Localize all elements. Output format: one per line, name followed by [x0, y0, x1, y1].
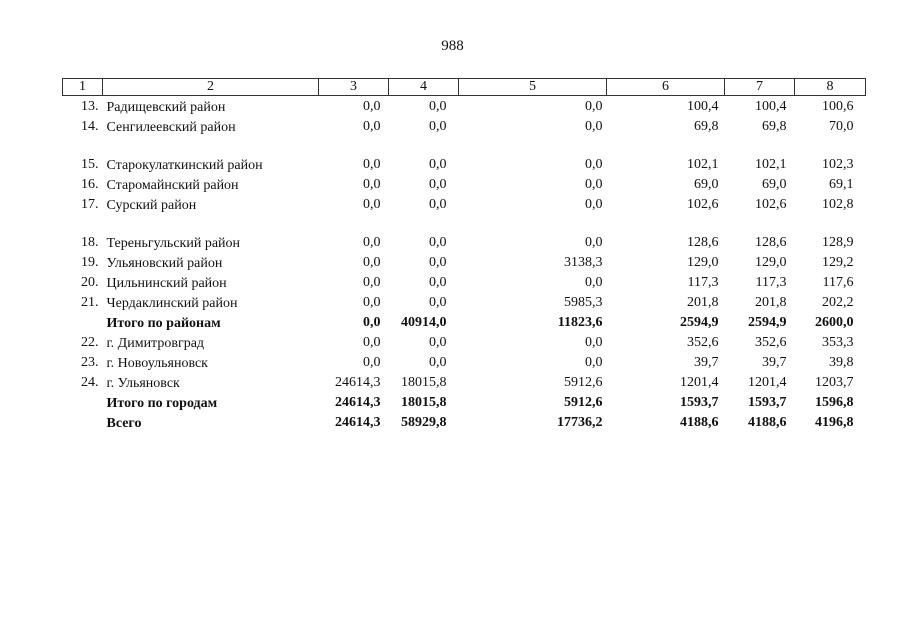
- cell-col-5: 11823,6: [557, 315, 603, 330]
- cell-col-6: 69,8: [694, 119, 719, 134]
- cell-col-5: 17736,2: [557, 415, 603, 430]
- cell-col-8: 100,6: [822, 99, 854, 114]
- cell-name: Радищевский район: [106, 100, 226, 115]
- cell-col-3: 0,0: [363, 335, 381, 350]
- cell-col-3: 0,0: [363, 197, 381, 212]
- header-col-8: 8: [795, 79, 866, 96]
- cell-name: Итого по городам: [106, 396, 218, 411]
- cell-number: 20.: [81, 275, 99, 290]
- cell-name: Старокулаткинский район: [106, 158, 263, 173]
- table-row: [63, 96, 866, 117]
- cell-col-8: 202,2: [822, 295, 854, 310]
- table-row: [63, 136, 866, 174]
- cell-col-4: 0,0: [429, 295, 447, 310]
- cell-col-3: 0,0: [363, 255, 381, 270]
- cell-col-3: 0,0: [363, 119, 381, 134]
- cell-name: г. Новоульяновск: [106, 356, 208, 371]
- page-number: 988: [441, 38, 464, 54]
- cell-col-7: 352,6: [755, 335, 787, 350]
- cell-number: 21.: [81, 295, 99, 310]
- cell-col-5: 3138,3: [564, 255, 603, 270]
- cell-col-6: 102,1: [687, 157, 719, 172]
- cell-name: Тереньгульский район: [106, 236, 241, 251]
- header-col-1: 1: [63, 79, 103, 96]
- cell-col-6: 2594,9: [680, 315, 719, 330]
- cell-col-6: 352,6: [687, 335, 719, 350]
- cell-col-3: 0,0: [363, 99, 381, 114]
- cell-col-6: 69,0: [694, 177, 719, 192]
- cell-col-6: 39,7: [694, 355, 719, 370]
- cell-name: Итого по районам: [106, 316, 221, 331]
- cell-col-8: 353,3: [822, 335, 854, 350]
- cell-col-7: 39,7: [762, 355, 787, 370]
- cell-col-6: 129,0: [687, 255, 719, 270]
- cell-name: г. Димитровград: [106, 336, 205, 351]
- cell-col-3: 0,0: [363, 235, 381, 250]
- cell-col-8: 128,9: [822, 235, 854, 250]
- table-row: [63, 252, 866, 272]
- cell-col-5: 0,0: [585, 235, 603, 250]
- cell-col-3: 0,0: [363, 295, 381, 310]
- cell-col-6: 1201,4: [680, 375, 719, 390]
- cell-name: Сенгилеевский район: [106, 120, 236, 135]
- cell-col-8: 129,2: [822, 255, 854, 270]
- cell-col-6: 4188,6: [680, 415, 719, 430]
- cell-col-7: 69,0: [762, 177, 787, 192]
- cell-col-7: 117,3: [755, 275, 787, 290]
- cell-number: [63, 412, 103, 432]
- cell-col-3: 0,0: [363, 177, 381, 192]
- cell-col-4: 0,0: [429, 177, 447, 192]
- cell-col-5: 0,0: [585, 157, 603, 172]
- cell-number: 13.: [81, 99, 99, 114]
- cell-col-5: 5985,3: [564, 295, 603, 310]
- cell-number: 15.: [81, 157, 99, 172]
- cell-col-8: 1203,7: [815, 375, 854, 390]
- cell-col-7: 102,6: [755, 197, 787, 212]
- cell-col-6: 1593,7: [680, 395, 719, 410]
- cell-col-8: 2600,0: [815, 315, 854, 330]
- cell-col-5: 0,0: [585, 355, 603, 370]
- cell-col-4: 0,0: [429, 99, 447, 114]
- cell-number: 22.: [81, 335, 99, 350]
- cell-col-7: 128,6: [755, 235, 787, 250]
- budget-table: [62, 78, 866, 432]
- cell-col-8: 69,1: [829, 177, 854, 192]
- cell-col-3: 0,0: [363, 275, 381, 290]
- cell-col-3: 24614,3: [335, 415, 381, 430]
- cell-number: 18.: [81, 235, 99, 250]
- cell-col-3: 0,0: [363, 355, 381, 370]
- cell-col-5: 0,0: [585, 119, 603, 134]
- table-row: [63, 214, 866, 252]
- table-total-row: [63, 312, 866, 332]
- cell-col-6: 100,4: [687, 99, 719, 114]
- cell-col-4: 0,0: [429, 275, 447, 290]
- cell-col-8: 102,8: [822, 197, 854, 212]
- cell-col-4: 0,0: [429, 335, 447, 350]
- cell-name: г. Ульяновск: [106, 376, 180, 391]
- cell-col-8: 1596,8: [815, 395, 854, 410]
- cell-col-8: 70,0: [829, 119, 854, 134]
- header-col-3: 3: [319, 79, 389, 96]
- header-col-2: 2: [103, 79, 319, 96]
- table-row: [63, 332, 866, 352]
- table-total-row: [63, 412, 866, 432]
- cell-col-5: 0,0: [585, 99, 603, 114]
- cell-col-5: 0,0: [585, 197, 603, 212]
- cell-number: 16.: [81, 177, 99, 192]
- cell-name: Всего: [106, 416, 142, 431]
- cell-col-3: 0,0: [363, 157, 381, 172]
- cell-col-8: 117,6: [822, 275, 854, 290]
- cell-number: 24.: [81, 375, 99, 390]
- cell-col-6: 128,6: [687, 235, 719, 250]
- cell-name: Цильнинский район: [106, 276, 227, 291]
- table-row: [63, 194, 866, 214]
- cell-name: Старомайнский район: [106, 178, 239, 193]
- cell-col-7: 69,8: [762, 119, 787, 134]
- cell-name: Сурский район: [106, 198, 197, 213]
- table-row: [63, 116, 866, 136]
- cell-col-7: 1593,7: [748, 395, 787, 410]
- cell-col-7: 4188,6: [748, 415, 787, 430]
- cell-number: 14.: [81, 119, 99, 134]
- header-col-4: 4: [389, 79, 459, 96]
- cell-col-7: 1201,4: [748, 375, 787, 390]
- cell-number: 17.: [81, 197, 99, 212]
- cell-col-4: 0,0: [429, 255, 447, 270]
- header-col-7: 7: [725, 79, 795, 96]
- header-row: [63, 79, 866, 96]
- cell-col-5: 0,0: [585, 335, 603, 350]
- cell-col-6: 201,8: [687, 295, 719, 310]
- cell-col-3: 24614,3: [335, 395, 381, 410]
- cell-col-4: 0,0: [429, 355, 447, 370]
- cell-col-8: 102,3: [822, 157, 854, 172]
- cell-col-4: 0,0: [429, 235, 447, 250]
- cell-col-5: 0,0: [585, 275, 603, 290]
- cell-col-7: 129,0: [755, 255, 787, 270]
- cell-col-3: 24614,3: [335, 375, 381, 390]
- cell-col-8: 39,8: [829, 355, 854, 370]
- cell-name: Чердаклинский район: [106, 296, 238, 311]
- cell-col-6: 102,6: [687, 197, 719, 212]
- cell-number: 19.: [81, 255, 99, 270]
- cell-col-4: 40914,0: [401, 315, 447, 330]
- table-row: [63, 352, 866, 372]
- cell-number: 23.: [81, 355, 99, 370]
- cell-col-6: 117,3: [687, 275, 719, 290]
- cell-col-4: 18015,8: [401, 395, 447, 410]
- cell-col-5: 5912,6: [564, 395, 603, 410]
- header-col-5: 5: [459, 79, 607, 96]
- table-body: [63, 96, 866, 433]
- table-row: [63, 292, 866, 312]
- cell-col-4: 58929,8: [401, 415, 447, 430]
- cell-col-7: 2594,9: [748, 315, 787, 330]
- cell-col-8: 4196,8: [815, 415, 854, 430]
- cell-col-4: 0,0: [429, 119, 447, 134]
- cell-col-4: 0,0: [429, 157, 447, 172]
- cell-col-5: 5912,6: [564, 375, 603, 390]
- cell-col-7: 100,4: [755, 99, 787, 114]
- table-row: [63, 372, 866, 392]
- table-row: [63, 272, 866, 292]
- cell-col-3: 0,0: [363, 315, 381, 330]
- cell-number: [63, 392, 103, 412]
- cell-col-4: 18015,8: [401, 375, 447, 390]
- cell-col-7: 201,8: [755, 295, 787, 310]
- cell-col-4: 0,0: [429, 197, 447, 212]
- cell-col-5: 0,0: [585, 177, 603, 192]
- cell-name: Ульяновский район: [106, 256, 223, 271]
- table-total-row: [63, 392, 866, 412]
- header-col-6: 6: [607, 79, 725, 96]
- cell-number: [63, 312, 103, 332]
- table-row: [63, 174, 866, 194]
- cell-col-7: 102,1: [755, 157, 787, 172]
- table-header: [63, 79, 866, 96]
